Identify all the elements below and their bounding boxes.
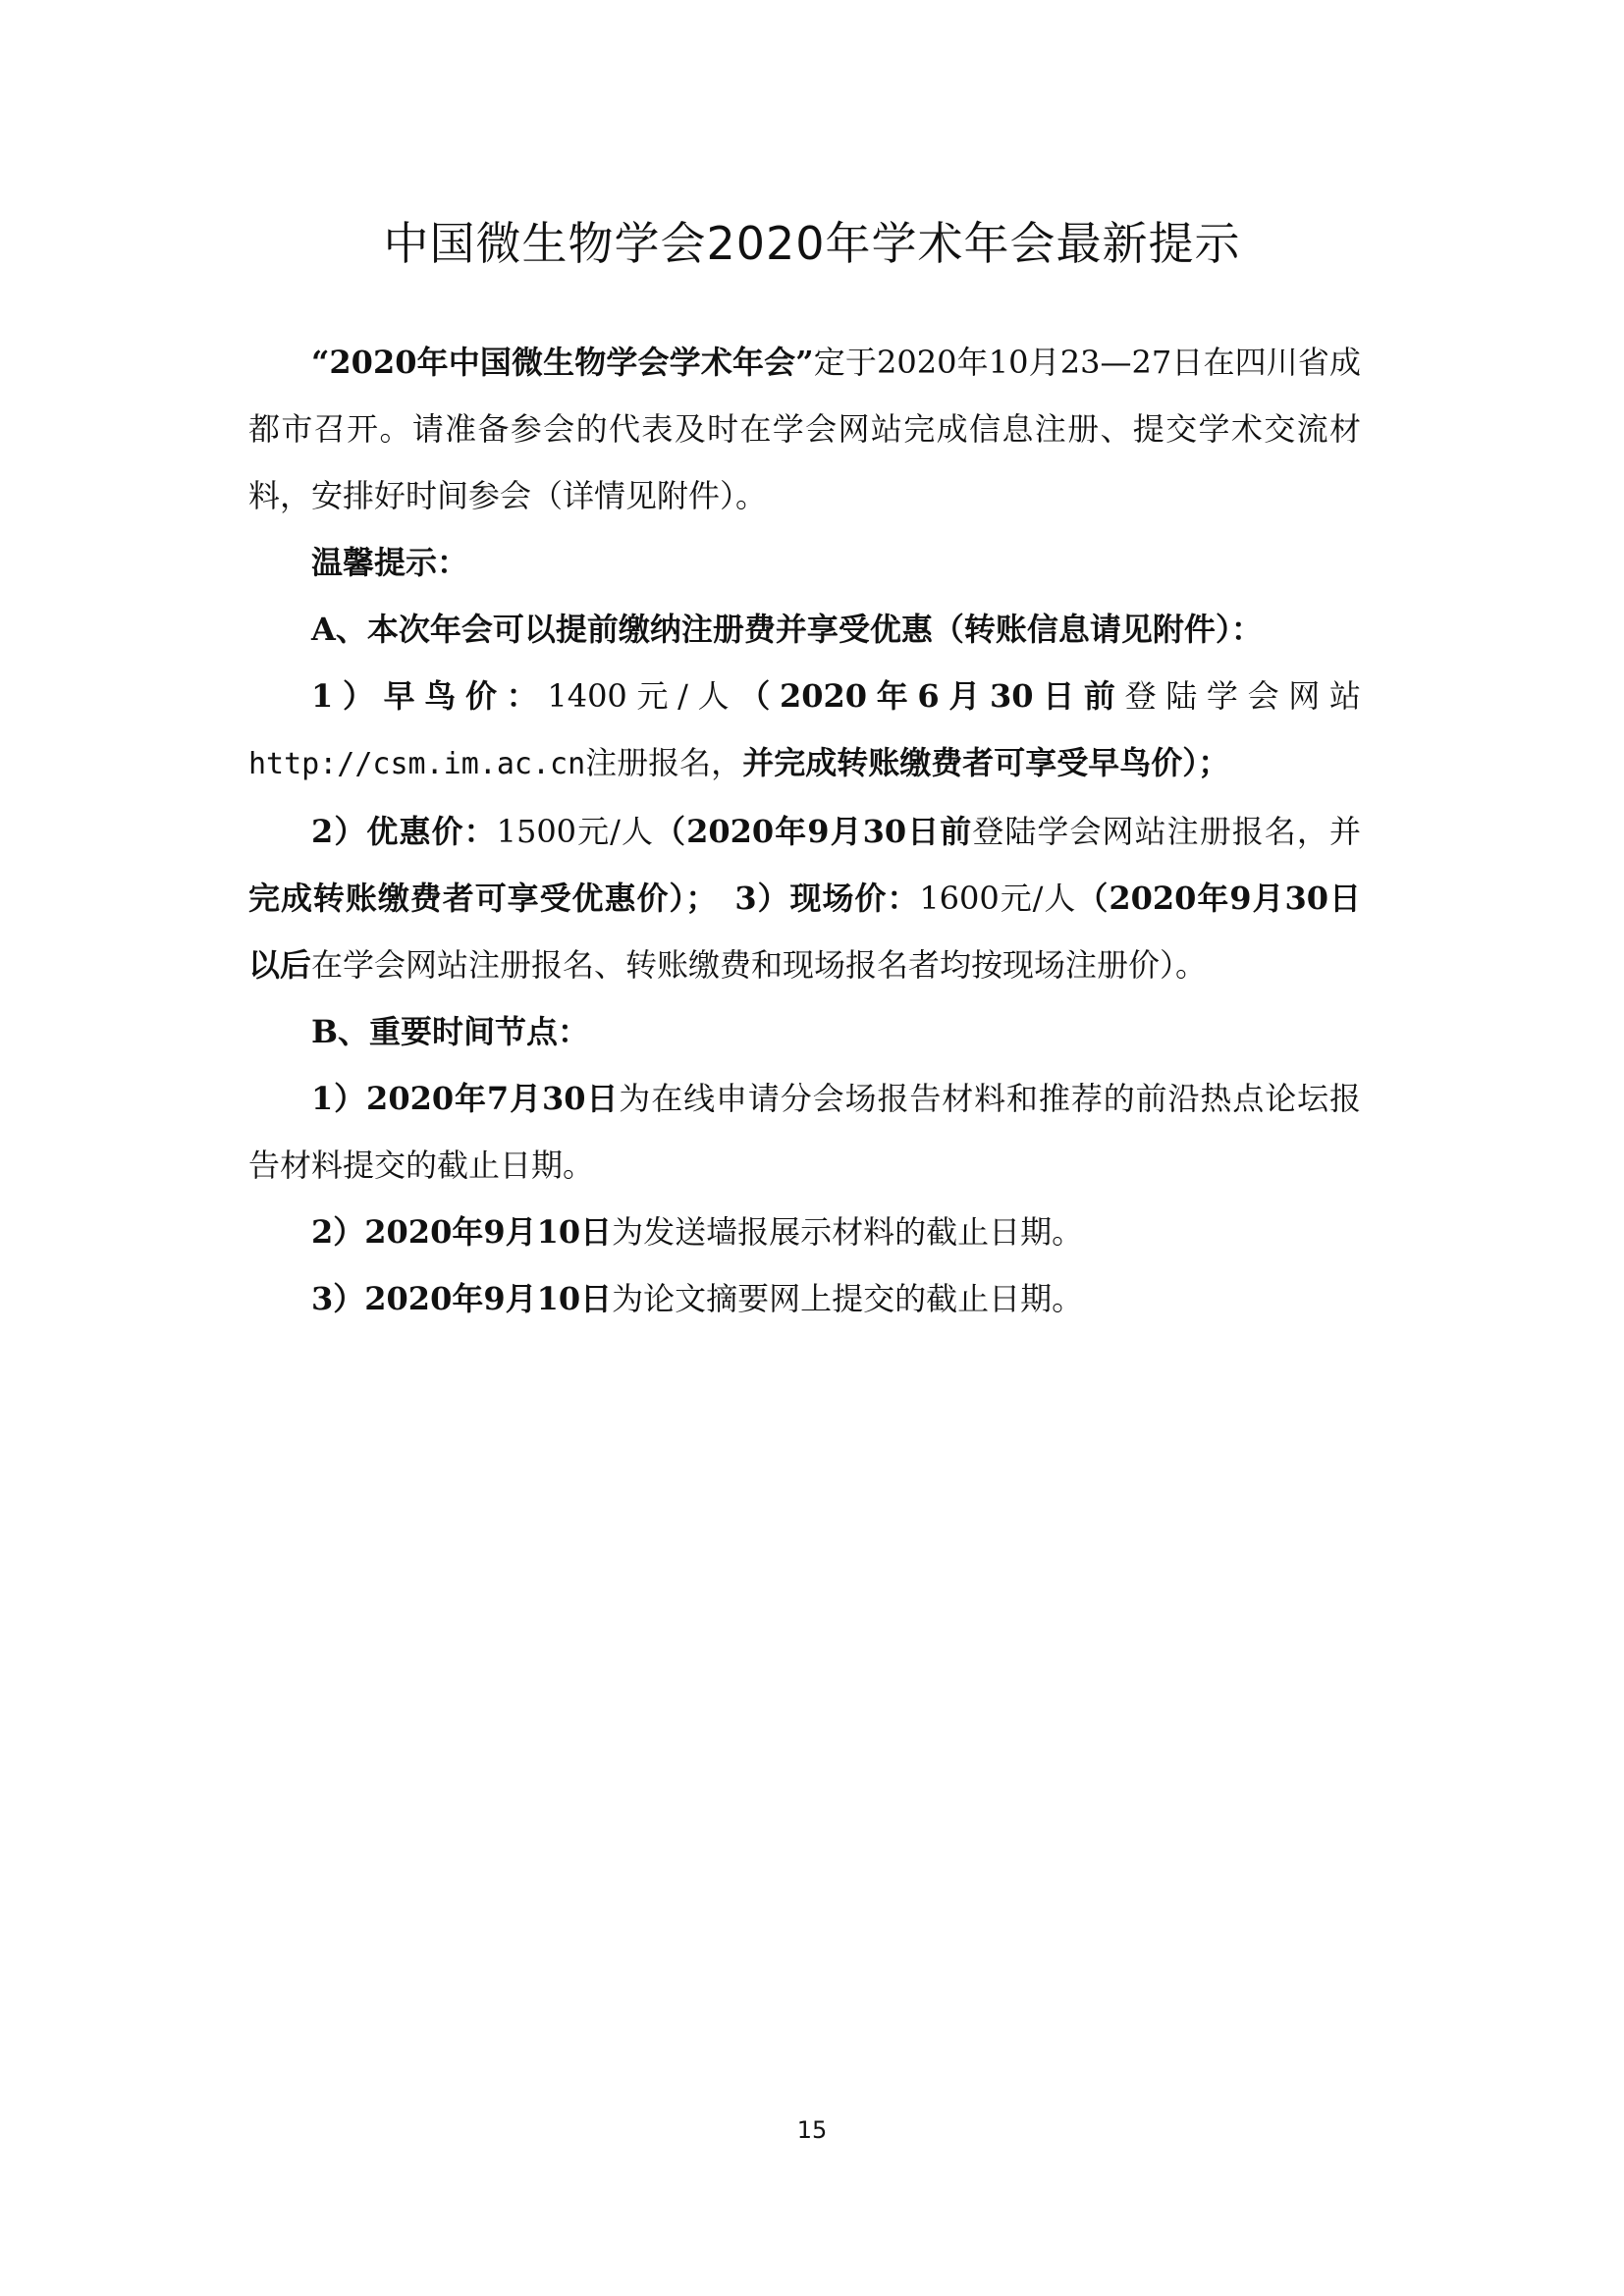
meeting-name: “2020年中国微生物学会学术年会” <box>311 344 814 381</box>
early-bird-label: 1）早鸟价： <box>311 677 548 715</box>
page-number: 15 <box>796 2116 828 2144</box>
early-bird-paragraph: 1）早鸟价：1400元/人（2020年6月30日前登陆学会网站http://csm.im.ac.cn注册报名，并完成转账缴费者可享受早鸟价）； <box>248 677 1361 781</box>
onsite-date: （2020年9月30日以后 <box>248 880 1361 984</box>
section-b-heading: B、重要时间节点： <box>311 1013 590 1050</box>
deadline-item: 2）2020年9月10日为发送墙报展示材料的截止日期。 <box>311 1213 1084 1251</box>
onsite-label: 3）现场价： <box>734 880 920 917</box>
onsite-price: 1600元/人 <box>919 880 1077 917</box>
discount-date: （2020年9月30日前 <box>654 813 973 850</box>
discount-label: 2）优惠价： <box>311 813 497 850</box>
early-bird-price: 1400元/人 <box>547 677 739 715</box>
early-bird-date: （2020年6月30日前 <box>738 677 1125 715</box>
discount-price: 1500元/人 <box>496 813 655 850</box>
society-website-link[interactable]: http://csm.im.ac.cn <box>248 747 586 781</box>
intro-paragraph <box>248 329 1361 529</box>
discount-paragraph: 2）优惠价：1500元/人（2020年9月30日前登陆学会网站注册报名，并完成转账缴费者可享受优惠价）； 3）现场价：1600元/人（2020年9月30日以后在学会网站注册报名、转账缴费和现场报名者均按现场注册价）。 <box>248 813 1361 984</box>
section-a-heading: A、本次年会可以提前缴纳注册费并享受优惠（转账信息请见附件）： <box>311 611 1263 648</box>
page-title: 中国微生物学会2020年学术年会最新提示 <box>383 217 1241 270</box>
deadline-item: 1）2020年7月30日为在线申请分会场报告材料和推荐的前沿热点论坛报告材料提交的截止日期。 <box>248 1080 1361 1184</box>
intro-text: 定于2020年10月23—27日在四川省成都市召开。请准备参会的代表及时在学会网站完成信息注册、提交学术交流材料，安排好时间参会（详情见附件）。 <box>248 344 1361 514</box>
document-body <box>248 329 1361 1332</box>
tips-heading: 温馨提示： <box>311 544 469 581</box>
deadline-item: 3）2020年9月10日为论文摘要网上提交的截止日期。 <box>311 1280 1084 1317</box>
